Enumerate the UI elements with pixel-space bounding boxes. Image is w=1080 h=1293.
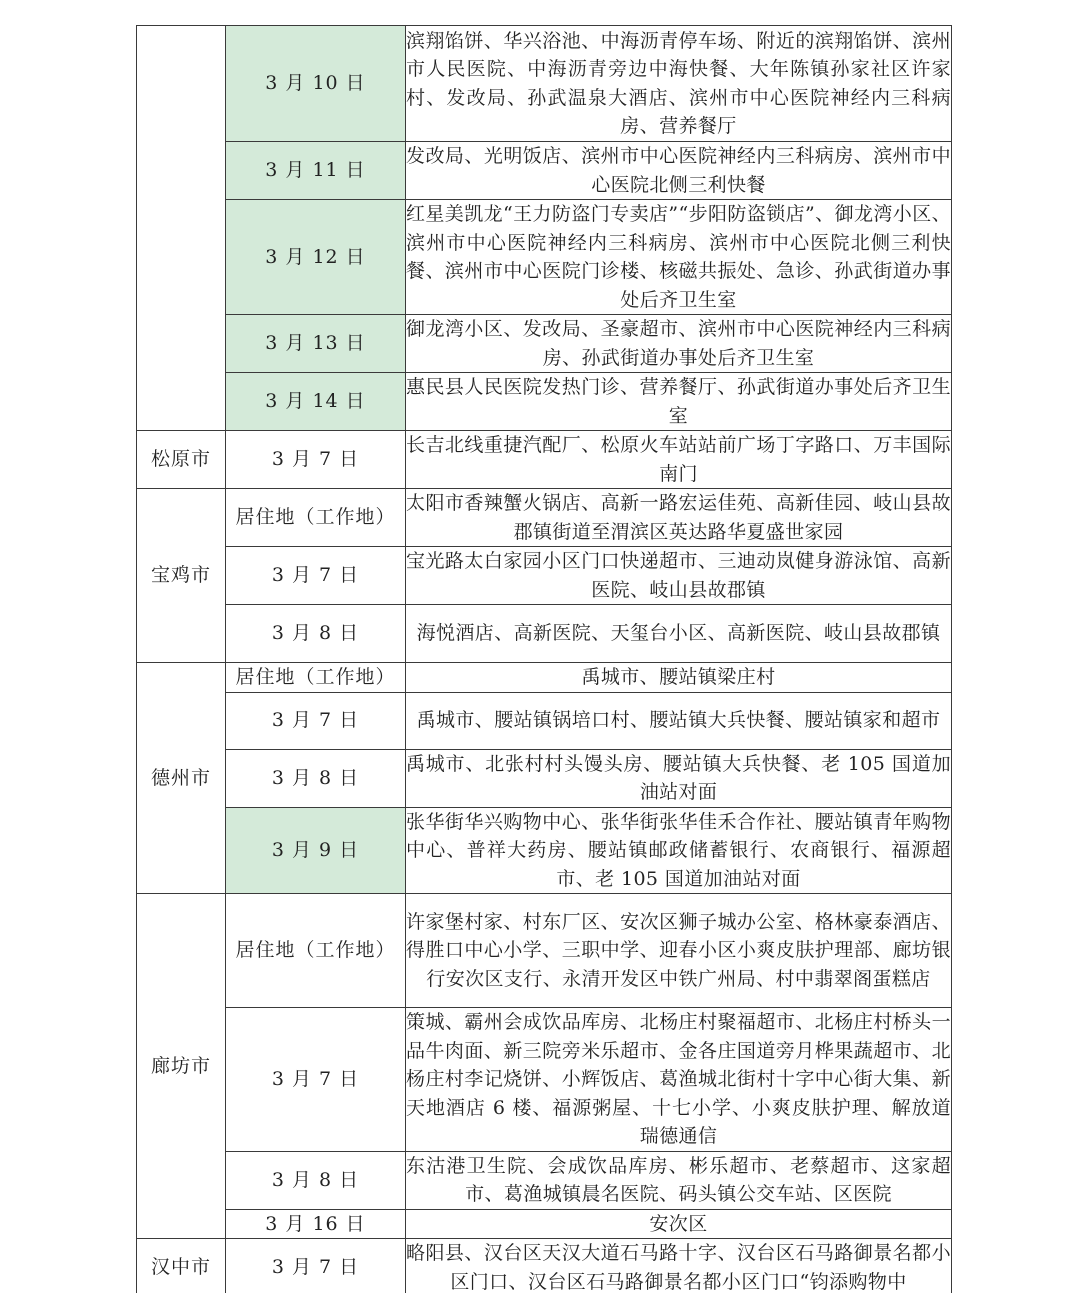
date-cell: 3 月 9 日 [226, 807, 406, 894]
date-cell: 3 月 8 日 [226, 605, 406, 663]
date-cell: 3 月 12 日 [226, 200, 406, 315]
city-cell: 松原市 [137, 431, 226, 489]
table-row [137, 807, 952, 894]
places-cell: 长吉北线重捷汽配厂、松原火车站站前广场丁字路口、万丰国际南门 [406, 431, 952, 489]
table-row [137, 489, 952, 547]
places-cell: 海悦酒店、高新医院、天玺台小区、高新医院、岐山县故郡镇 [406, 605, 952, 663]
city-cell-continued [137, 26, 226, 431]
date-cell: 3 月 14 日 [226, 373, 406, 431]
table-row [137, 894, 952, 1008]
table-row [137, 663, 952, 693]
city-cell: 汉中市 [137, 1239, 226, 1293]
table-row [137, 1151, 952, 1209]
date-cell: 3 月 8 日 [226, 1151, 406, 1209]
date-cell: 3 月 7 日 [226, 692, 406, 749]
places-cell: 禹城市、北张村村头馒头房、腰站镇大兵快餐、老 105 国道加油站对面 [406, 749, 952, 807]
date-cell: 居住地（工作地） [226, 489, 406, 547]
places-cell: 策城、霸州会成饮品库房、北杨庄村聚福超市、北杨庄村桥头一品牛肉面、新三院旁米乐超市、金各庄国道旁月桦果蔬超市、北杨庄村李记烧饼、小辉饭店、葛渔城北街村十字中心街大集、新天地酒店 6 楼、福源粥屋、十七小学、小爽皮肤护理、解放道瑞德通信 [406, 1008, 952, 1152]
table-row [137, 26, 952, 142]
date-cell: 3 月 7 日 [226, 431, 406, 489]
places-cell: 东沽港卫生院、会成饮品库房、彬乐超市、老蔡超市、这家超市、葛渔城镇晨名医院、码头镇公交车站、区医院 [406, 1151, 952, 1209]
date-cell: 居住地（工作地） [226, 894, 406, 1008]
table-row [137, 547, 952, 605]
date-cell: 居住地（工作地） [226, 663, 406, 693]
table-row [137, 200, 952, 315]
table-row [137, 692, 952, 749]
places-cell: 发改局、光明饭店、滨州市中心医院神经内三科病房、滨州市中心医院北侧三利快餐 [406, 142, 952, 200]
table-row [137, 1008, 952, 1152]
places-cell: 禹城市、腰站镇锅培口村、腰站镇大兵快餐、腰站镇家和超市 [406, 692, 952, 749]
date-cell: 3 月 8 日 [226, 749, 406, 807]
date-cell: 3 月 7 日 [226, 1008, 406, 1152]
table-row [137, 1239, 952, 1293]
places-cell: 滨翔馅饼、华兴浴池、中海沥青停车场、附近的滨翔馅饼、滨州市人民医院、中海沥青旁边中海快餐、大年陈镇孙家社区许家村、发改局、孙武温泉大酒店、滨州市中心医院神经内三科病房、营养餐厅 [406, 26, 952, 142]
places-cell: 张华街华兴购物中心、张华街张华佳禾合作社、腰站镇青年购物中心、普祥大药房、腰站镇邮政储蓄银行、农商银行、福源超市、老 105 国道加油站对面 [406, 807, 952, 894]
places-cell: 太阳市香辣蟹火锅店、高新一路宏运佳苑、高新佳园、岐山县故郡镇街道至渭滨区英达路华夏盛世家园 [406, 489, 952, 547]
places-cell: 许家堡村家、村东厂区、安次区狮子城办公室、格林豪泰酒店、得胜口中心小学、三职中学、迎春小区小爽皮肤护理部、廊坊银行安次区支行、永清开发区中铁广州局、村中翡翠阁蛋糕店 [406, 894, 952, 1008]
places-cell: 惠民县人民医院发热门诊、营养餐厅、孙武街道办事处后齐卫生室 [406, 373, 952, 431]
table-row [137, 749, 952, 807]
date-cell: 3 月 7 日 [226, 1239, 406, 1293]
places-cell: 禹城市、腰站镇梁庄村 [406, 663, 952, 693]
table-row [137, 605, 952, 663]
itinerary-table [136, 25, 952, 1293]
date-cell: 3 月 13 日 [226, 315, 406, 373]
date-cell: 3 月 10 日 [226, 26, 406, 142]
table-row [137, 373, 952, 431]
city-cell: 德州市 [137, 663, 226, 894]
table-row [137, 315, 952, 373]
table-row [137, 431, 952, 489]
places-cell: 宝光路太白家园小区门口快递超市、三迪动岚健身游泳馆、高新医院、岐山县故郡镇 [406, 547, 952, 605]
city-cell: 宝鸡市 [137, 489, 226, 663]
places-cell: 御龙湾小区、发改局、圣豪超市、滨州市中心医院神经内三科病房、孙武街道办事处后齐卫生室 [406, 315, 952, 373]
date-cell: 3 月 16 日 [226, 1209, 406, 1239]
places-cell: 红星美凯龙“王力防盗门专卖店”“步阳防盗锁店”、御龙湾小区、滨州市中心医院神经内三科病房、滨州市中心医院北侧三利快餐、滨州市中心医院门诊楼、核磁共振处、急诊、孙武街道办事处后齐卫生室 [406, 200, 952, 315]
places-cell: 略阳县、汉台区天汉大道石马路十字、汉台区石马路御景名都小区门口、汉台区石马路御景名都小区门口“钧添购物中 [406, 1239, 952, 1293]
city-cell: 廊坊市 [137, 894, 226, 1239]
date-cell: 3 月 11 日 [226, 142, 406, 200]
places-cell: 安次区 [406, 1209, 952, 1239]
table-row [137, 1209, 952, 1239]
date-cell: 3 月 7 日 [226, 547, 406, 605]
table-row [137, 142, 952, 200]
